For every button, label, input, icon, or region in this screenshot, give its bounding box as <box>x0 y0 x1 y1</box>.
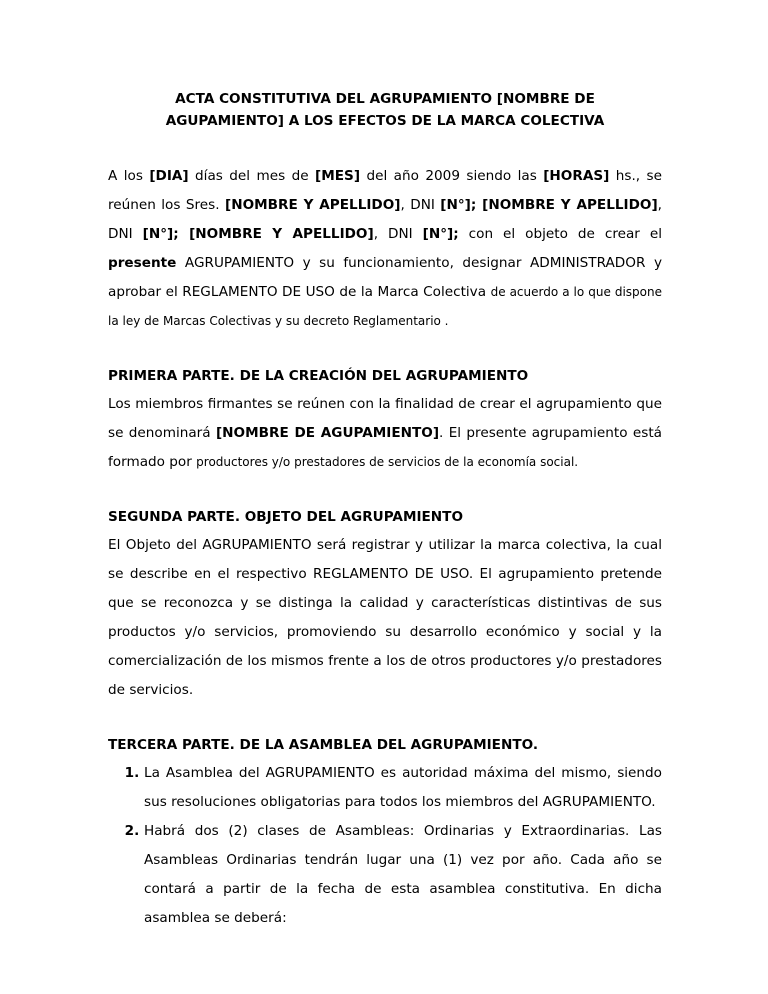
text-run: hs., se reúnen los Sres. <box>108 168 662 213</box>
text-run: , DNI <box>373 226 423 242</box>
text-run: . El presente agrupamiento está formado por <box>108 425 662 470</box>
text-run: , DNI <box>400 197 441 213</box>
bold-text-run: [NOMBRE Y APELLIDO] <box>224 197 401 213</box>
bold-text-run: [HORAS] <box>543 168 610 184</box>
text-run: A los <box>108 168 150 184</box>
document-title <box>108 88 662 132</box>
list-item: 2. Habrá dos (2) clases de Asambleas: Ordinarias y Extraordinarias. Las Asambleas Ordinarias tendrán lugar una (1) vez por año. Cada año se contará a partir de la fecha de esta asamblea constitutiva. En dicha asamblea se deberá: <box>144 817 662 933</box>
text-run: AGRUPAMIENTO y su funcionamiento, designar ADMINISTRADOR y aprobar el REGLAMENTO DE USO de la Marca Colectiva <box>108 255 662 300</box>
text-run: , DNI <box>108 197 662 242</box>
section-heading: PRIMERA PARTE. DE LA CREACIÓN DEL AGRUPAMIENTO <box>108 368 529 384</box>
text-run: con el objeto de crear el <box>458 226 663 242</box>
document-page <box>108 88 662 933</box>
text-run: del año 2009 siendo las <box>360 168 544 184</box>
section-primera <box>108 362 662 477</box>
intro-paragraph <box>108 162 662 336</box>
numbered-list <box>108 759 662 933</box>
text-run: productores y/o prestadores de servicios de la economía social. <box>196 455 579 469</box>
bold-text-run: [N°]; <box>422 226 459 242</box>
list-item: 1. La Asamblea del AGRUPAMIENTO es autoridad máxima del mismo, siendo sus resoluciones obligatorias para todos los miembros del AGRUPAMIENTO. <box>144 759 662 817</box>
section-tercera <box>108 731 662 933</box>
bold-text-run: [NOMBRE DE AGUPAMIENTO] <box>215 425 440 441</box>
bold-text-run: [N°]; [NOMBRE Y APELLIDO] <box>142 226 374 242</box>
title-line-1: ACTA CONSTITUTIVA DEL AGRUPAMIENTO [NOMBRE DE <box>175 91 595 107</box>
title-line-2: AGUPAMIENTO] A LOS EFECTOS DE LA MARCA COLECTIVA <box>165 113 605 129</box>
bold-text-run: [DIA] <box>149 168 189 184</box>
section-segunda <box>108 503 662 705</box>
section-body <box>108 390 662 477</box>
text-run: El Objeto del AGRUPAMIENTO será registrar y utilizar la marca colectiva, la cual se describe en el respectivo REGLAMENTO DE USO. El agrupamiento pretende que se reconozca y se distinga la calidad y características distintivas de sus productos y/o servicios, promoviendo su desarrollo económico y social y la comercialización de los mismos frente a los de otros productores y/o prestadores de servicios. <box>108 537 662 698</box>
text-run: Los miembros firmantes se reúnen con la finalidad de crear el agrupamiento que se denominará <box>108 396 662 441</box>
text-run: días del mes de <box>188 168 316 184</box>
bold-text-run: [MES] <box>315 168 361 184</box>
text-run: de acuerdo a lo que dispone la ley de Marcas Colectivas y su decreto Reglamentario . <box>108 285 662 328</box>
bold-text-run: presente <box>108 255 177 271</box>
bold-text-run: [N°]; [NOMBRE Y APELLIDO] <box>440 197 658 213</box>
section-heading: SEGUNDA PARTE. OBJETO DEL AGRUPAMIENTO <box>108 509 464 525</box>
section-body <box>108 531 662 705</box>
section-heading: TERCERA PARTE. DE LA ASAMBLEA DEL AGRUPAMIENTO. <box>108 737 539 753</box>
